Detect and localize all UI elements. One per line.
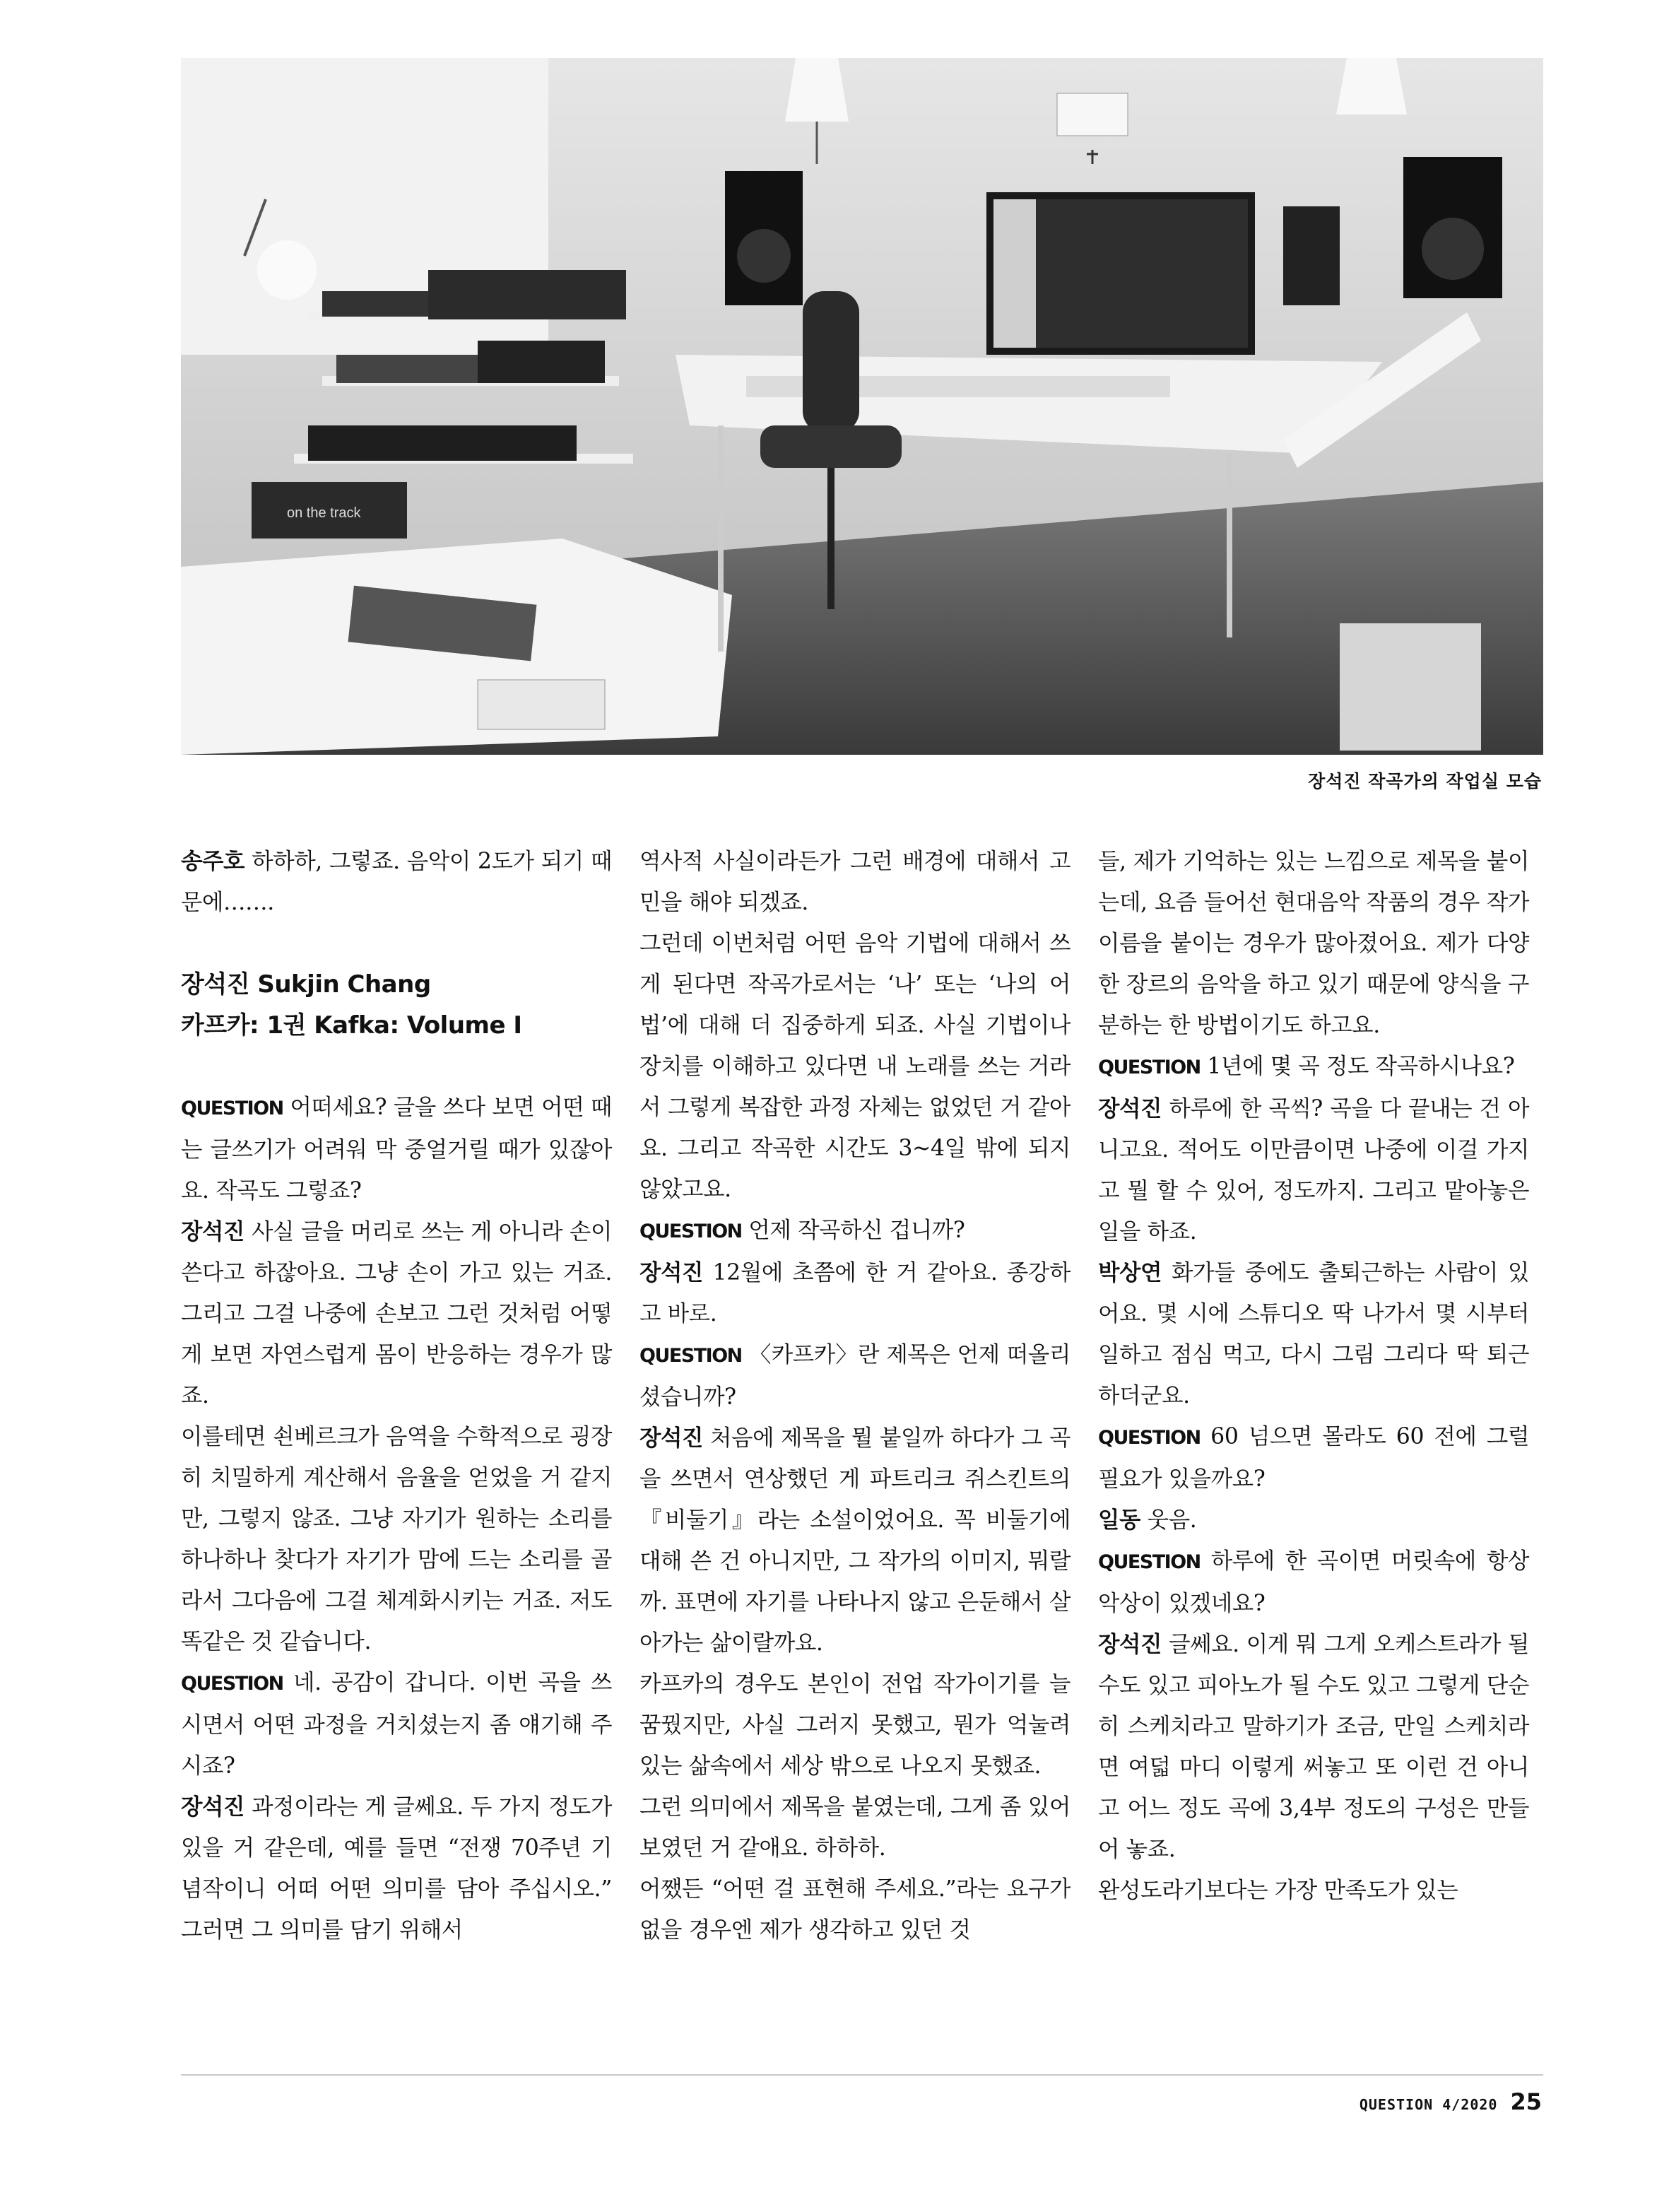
paragraph (181, 841, 612, 923)
paragraph: 어쨌든 “어떤 걸 표현해 주세요.”라는 요구가 없을 경우엔 제가 생각하고 있던 것 (639, 1876, 1071, 1943)
studio-photo (181, 58, 1543, 755)
page-footer (1360, 2088, 1542, 2115)
question-label: QUESTION (1098, 1427, 1201, 1449)
paragraph-text: 하루에 한 곡이면 머릿속에 항상 악상이 있겠네요? (1098, 1548, 1529, 1616)
paragraph (181, 1787, 612, 1951)
question-label: QUESTION (639, 1220, 742, 1242)
column-2 (639, 841, 1071, 1951)
paragraph (1098, 1541, 1529, 1624)
paragraph-text: 웃음. (1140, 1507, 1197, 1533)
section-heading-line1: 장석진 Sukjin Chang (181, 970, 431, 999)
paragraph-text: 처음에 제목을 뭘 붙일까 하다가 그 곡을 쓰면서 연상했던 게 파트리크 쥐스킨트의 『비둘기』라는 소설이었어요. 꼭 비둘기에 대해 쓴 건 아니지만, 그 작가의 이미지, 뭐랄까. 표면에 자기를 나타나지 않고 은둔해서 살아가는 삶이랄까요. (639, 1425, 1071, 1656)
paragraph (181, 1211, 612, 1416)
photo-caption: 장석진 작곡가의 작업실 모습 (1308, 771, 1542, 792)
paragraph: 이를테면 쇤베르크가 음역을 수학적으로 굉장히 치밀하게 계산해서 음율을 얻었을 거 같지만, 그렇지 않죠. 그냥 자기가 원하는 소리를 하나하나 찾다가 자기가 맘에 드는 소리를 골라서 그다음에 그걸 체계화시키는 거죠. 저도 똑같은 것 같습니다. (181, 1424, 612, 1654)
paragraph-text: 1년에 몇 곡 정도 작곡하시나요? (1200, 1054, 1515, 1079)
question-label: QUESTION (181, 1098, 283, 1119)
paragraph-text: 60 넘으면 몰라도 60 전에 그럴 필요가 있을까요? (1098, 1424, 1529, 1492)
paragraph-text: 사실 글을 머리로 쓰는 게 아니라 손이 쓴다고 하잖아요. 그냥 손이 가고 있는 거죠. 그리고 그걸 나중에 손보고 그런 것처럼 어떻게 보면 자연스럽게 몸이 반응하는 경우가 많죠. (181, 1219, 612, 1408)
paragraph (181, 1662, 612, 1787)
speaker-name: 장석진 (181, 1794, 245, 1820)
paragraph: 그런데 이번처럼 어떤 음악 기법에 대해서 쓰게 된다면 작곡가로서는 ‘나’ 또는 ‘나의 어법’에 대해 더 집중하게 되죠. 사실 기법이나 장치를 이해하고 있다면 내 노래를 쓰는 거라서 그렇게 복잡한 과정 자체는 없었던 거 같아요. 그리고 작곡한 시간도 3~4일 밖에 되지 않았고요. (639, 931, 1071, 1202)
footer-divider (181, 2074, 1543, 2076)
paragraph-text: 〈카프카〉란 제목은 언제 떠올리셨습니까? (639, 1342, 1071, 1410)
paragraph-text: 네. 공감이 갑니다. 이번 곡을 쓰시면서 어떤 과정을 거치셨는지 좀 얘기해 주시죠? (181, 1670, 612, 1779)
page-number: 25 (1510, 2088, 1542, 2115)
paragraph (639, 1252, 1071, 1334)
paragraph-text: 하하하, 그렇죠. 음악이 2도가 되기 때문에……. (181, 849, 612, 915)
paragraph: 카프카의 경우도 본인이 전업 작가이기를 늘 꿈꿨지만, 사실 그러지 못했고, 뭔가 억눌려 있는 삶속에서 세상 밖으로 나오지 못했죠. (639, 1671, 1071, 1779)
speaker-name: 장석진 (1098, 1096, 1162, 1122)
speaker-name: 송주호 (181, 849, 245, 874)
book-spine-label: on the track (287, 505, 361, 521)
paragraph-text: 과정이라는 게 글쎄요. 두 가지 정도가 있을 거 같은데, 예를 들면 “전쟁 70주년 기념작이니 어떠 어떤 의미를 담아 주십시오.” 그러면 그 의미를 담기 위해서 (181, 1794, 612, 1943)
section-heading-line2: 카프카: 1권 Kafka: Volume I (181, 1011, 522, 1040)
paragraph-text: 하루에 한 곡씩? 곡을 다 끝내는 건 아니고요. 적어도 이만큼이면 나중에 이걸 가지고 뭘 할 수 있어, 정도까지. 그리고 맡아놓은 일을 하죠. (1098, 1096, 1529, 1245)
paragraph (639, 1418, 1071, 1664)
paragraph (181, 1087, 612, 1211)
paragraph-text: 어떠세요? 글을 쓰다 보면 어떤 때는 글쓰기가 어려워 막 중얼거릴 때가 있잖아요. 작곡도 그렇죠? (181, 1095, 612, 1204)
paragraph (639, 1210, 1071, 1252)
paragraph-text: 화가들 중에도 출퇴근하는 사람이 있어요. 몇 시에 스튜디오 딱 나가서 몇 시부터 일하고 점심 먹고, 다시 그림 그리다 딱 퇴근하더군요. (1098, 1260, 1529, 1408)
paragraph (1098, 1624, 1529, 1870)
magazine-issue: QUESTION 4/2020 (1359, 2096, 1498, 2113)
speaker-name: 장석진 (639, 1260, 704, 1286)
speaker-name: 장석진 (639, 1425, 704, 1451)
question-label: QUESTION (1098, 1057, 1201, 1078)
paragraph (1098, 1500, 1529, 1541)
speaker-name: 장석진 (181, 1219, 245, 1245)
paragraph (1098, 1046, 1529, 1088)
speaker-name: 박상연 (1098, 1260, 1162, 1286)
paragraph: 역사적 사실이라든가 그런 배경에 대해서 고민을 해야 되겠죠. (639, 849, 1071, 915)
paragraph-text: 12월에 초쯤에 한 거 같아요. 종강하고 바로. (639, 1260, 1071, 1326)
paragraph (1098, 1088, 1529, 1252)
paragraph: 그런 의미에서 제목을 붙였는데, 그게 좀 있어 보였던 거 같애요. 하하하. (639, 1794, 1071, 1861)
column-3 (1098, 841, 1529, 1911)
paragraph (1098, 1416, 1529, 1500)
paragraph-text: 언제 작곡하신 겁니까? (741, 1218, 965, 1243)
paragraph (639, 1334, 1071, 1418)
paragraph: 완성도라기보다는 가장 만족도가 있는 (1098, 1878, 1458, 1903)
speaker-name: 장석진 (1098, 1632, 1162, 1657)
question-label: QUESTION (1098, 1551, 1201, 1573)
paragraph-text: 글쎄요. 이게 뭐 그게 오케스트라가 될 수도 있고 피아노가 될 수도 있고 그렇게 단순히 스케치라고 말하기가 조금, 만일 스케치라면 여덟 마디 이렇게 써놓고 또 이런 건 아니고 어느 정도 곡에 3,4부 정도의 구성은 만들어 놓죠. (1098, 1632, 1529, 1862)
column-1 (181, 841, 612, 1951)
question-label: QUESTION (181, 1673, 283, 1695)
studio-photo-graphic (181, 58, 1543, 755)
paragraph: 들, 제가 기억하는 있는 느낌으로 제목을 붙이는데, 요즘 들어선 현대음악 작품의 경우 작가 이름을 붙이는 경우가 많아졌어요. 제가 다양한 장르의 음악을 하고 있기 때문에 양식을 구분하는 한 방법이기도 하고요. (1098, 849, 1529, 1038)
speaker-name: 일동 (1098, 1507, 1141, 1533)
paragraph (1098, 1252, 1529, 1416)
question-label: QUESTION (639, 1345, 742, 1367)
